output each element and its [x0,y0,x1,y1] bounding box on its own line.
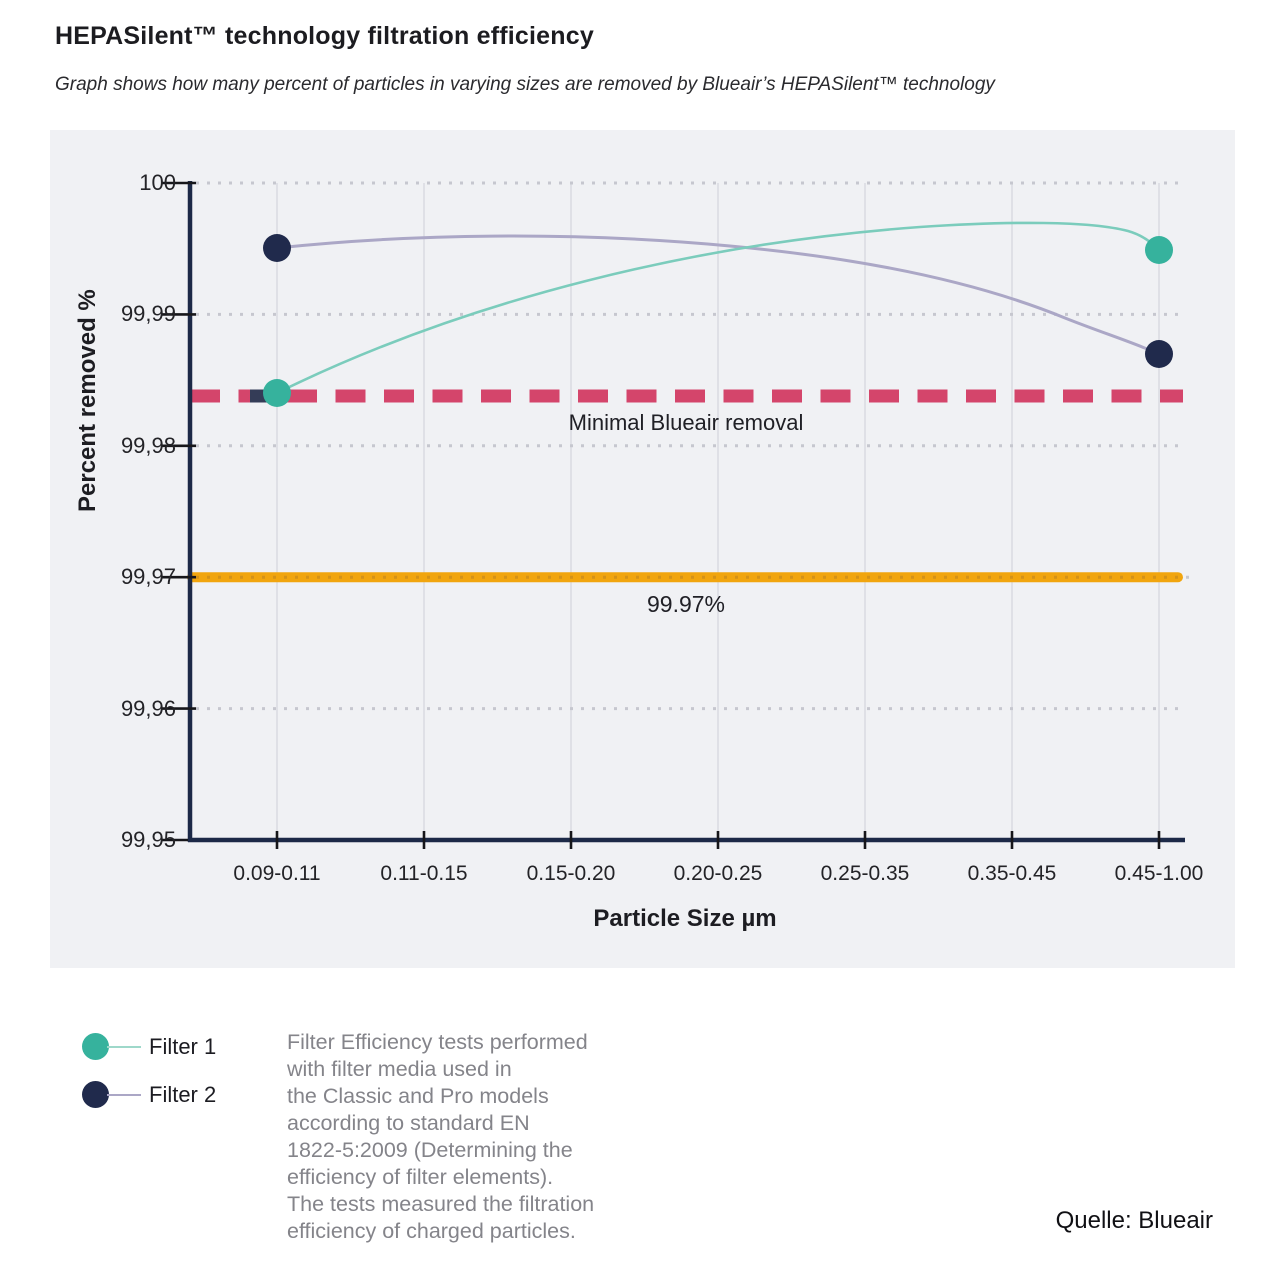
vertical-gridlines [277,183,1159,840]
y-tick-label-9995: 99,95 [120,827,176,852]
chart-panel [50,130,1235,968]
note-line: efficiency of filter elements). [287,1165,554,1189]
note-line: The tests measured the filtration [287,1192,595,1216]
filter-1-legend-label: Filter 1 [149,1034,217,1059]
page-title: HEPASilent™ technology filtration efficiency [55,22,594,50]
x-tick-label-6: 0.35-0.45 [967,862,1057,885]
y-tick-label-100: 100 [139,170,176,195]
page-subtitle: Graph shows how many percent of particles in varying sizes are removed by Blueair’s HEPASilent™ technology [55,74,995,95]
minimal-removal-label: Minimal Blueair removal [568,410,804,435]
filter-1-point-last [1145,236,1173,264]
x-axis-title: Particle Size µm [593,905,777,932]
x-tick-label-7: 0.45-1.00 [1114,862,1204,885]
methodology-note [287,1029,627,1245]
9997-percent-label: 99.97% [646,591,725,617]
filter-2-legend-marker [82,1081,109,1108]
filter-2-point-last [1145,340,1173,368]
filter-2-point-first [263,234,291,262]
filter-1-legend-line [107,1046,141,1048]
x-tick-label-2: 0.11-0.15 [380,862,468,885]
note-line: 1822-5:2009 (Determining the [287,1138,573,1162]
y-tick-label-9998: 99,98 [120,433,176,458]
note-line: Filter Efficiency tests performed [287,1030,588,1054]
x-tick-label-1: 0.09-0.11 [233,862,321,885]
y-tick-label-9996: 99,96 [120,696,176,721]
horizontal-gridlines [196,183,1190,709]
filter-2-legend-line [107,1094,141,1096]
note-line: efficiency of charged particles. [287,1219,576,1243]
filter-1-legend-marker [82,1033,109,1060]
x-tick-label-4: 0.20-0.25 [673,862,763,885]
filter-2-legend-label: Filter 2 [149,1082,217,1107]
x-tick-label-3: 0.15-0.20 [526,862,616,885]
chart-canvas [50,130,1235,968]
y-tick-label-9997: 99,97 [120,564,176,589]
note-line: the Classic and Pro models [287,1084,549,1108]
filter-1-point-first [263,379,291,407]
y-tick-label-9999: 99,99 [120,301,176,326]
note-line: with filter media used in [287,1057,512,1081]
note-line: according to standard EN [287,1111,530,1135]
source-credit: Quelle: Blueair [1055,1207,1213,1234]
x-tick-label-5: 0.25-0.35 [820,862,910,885]
